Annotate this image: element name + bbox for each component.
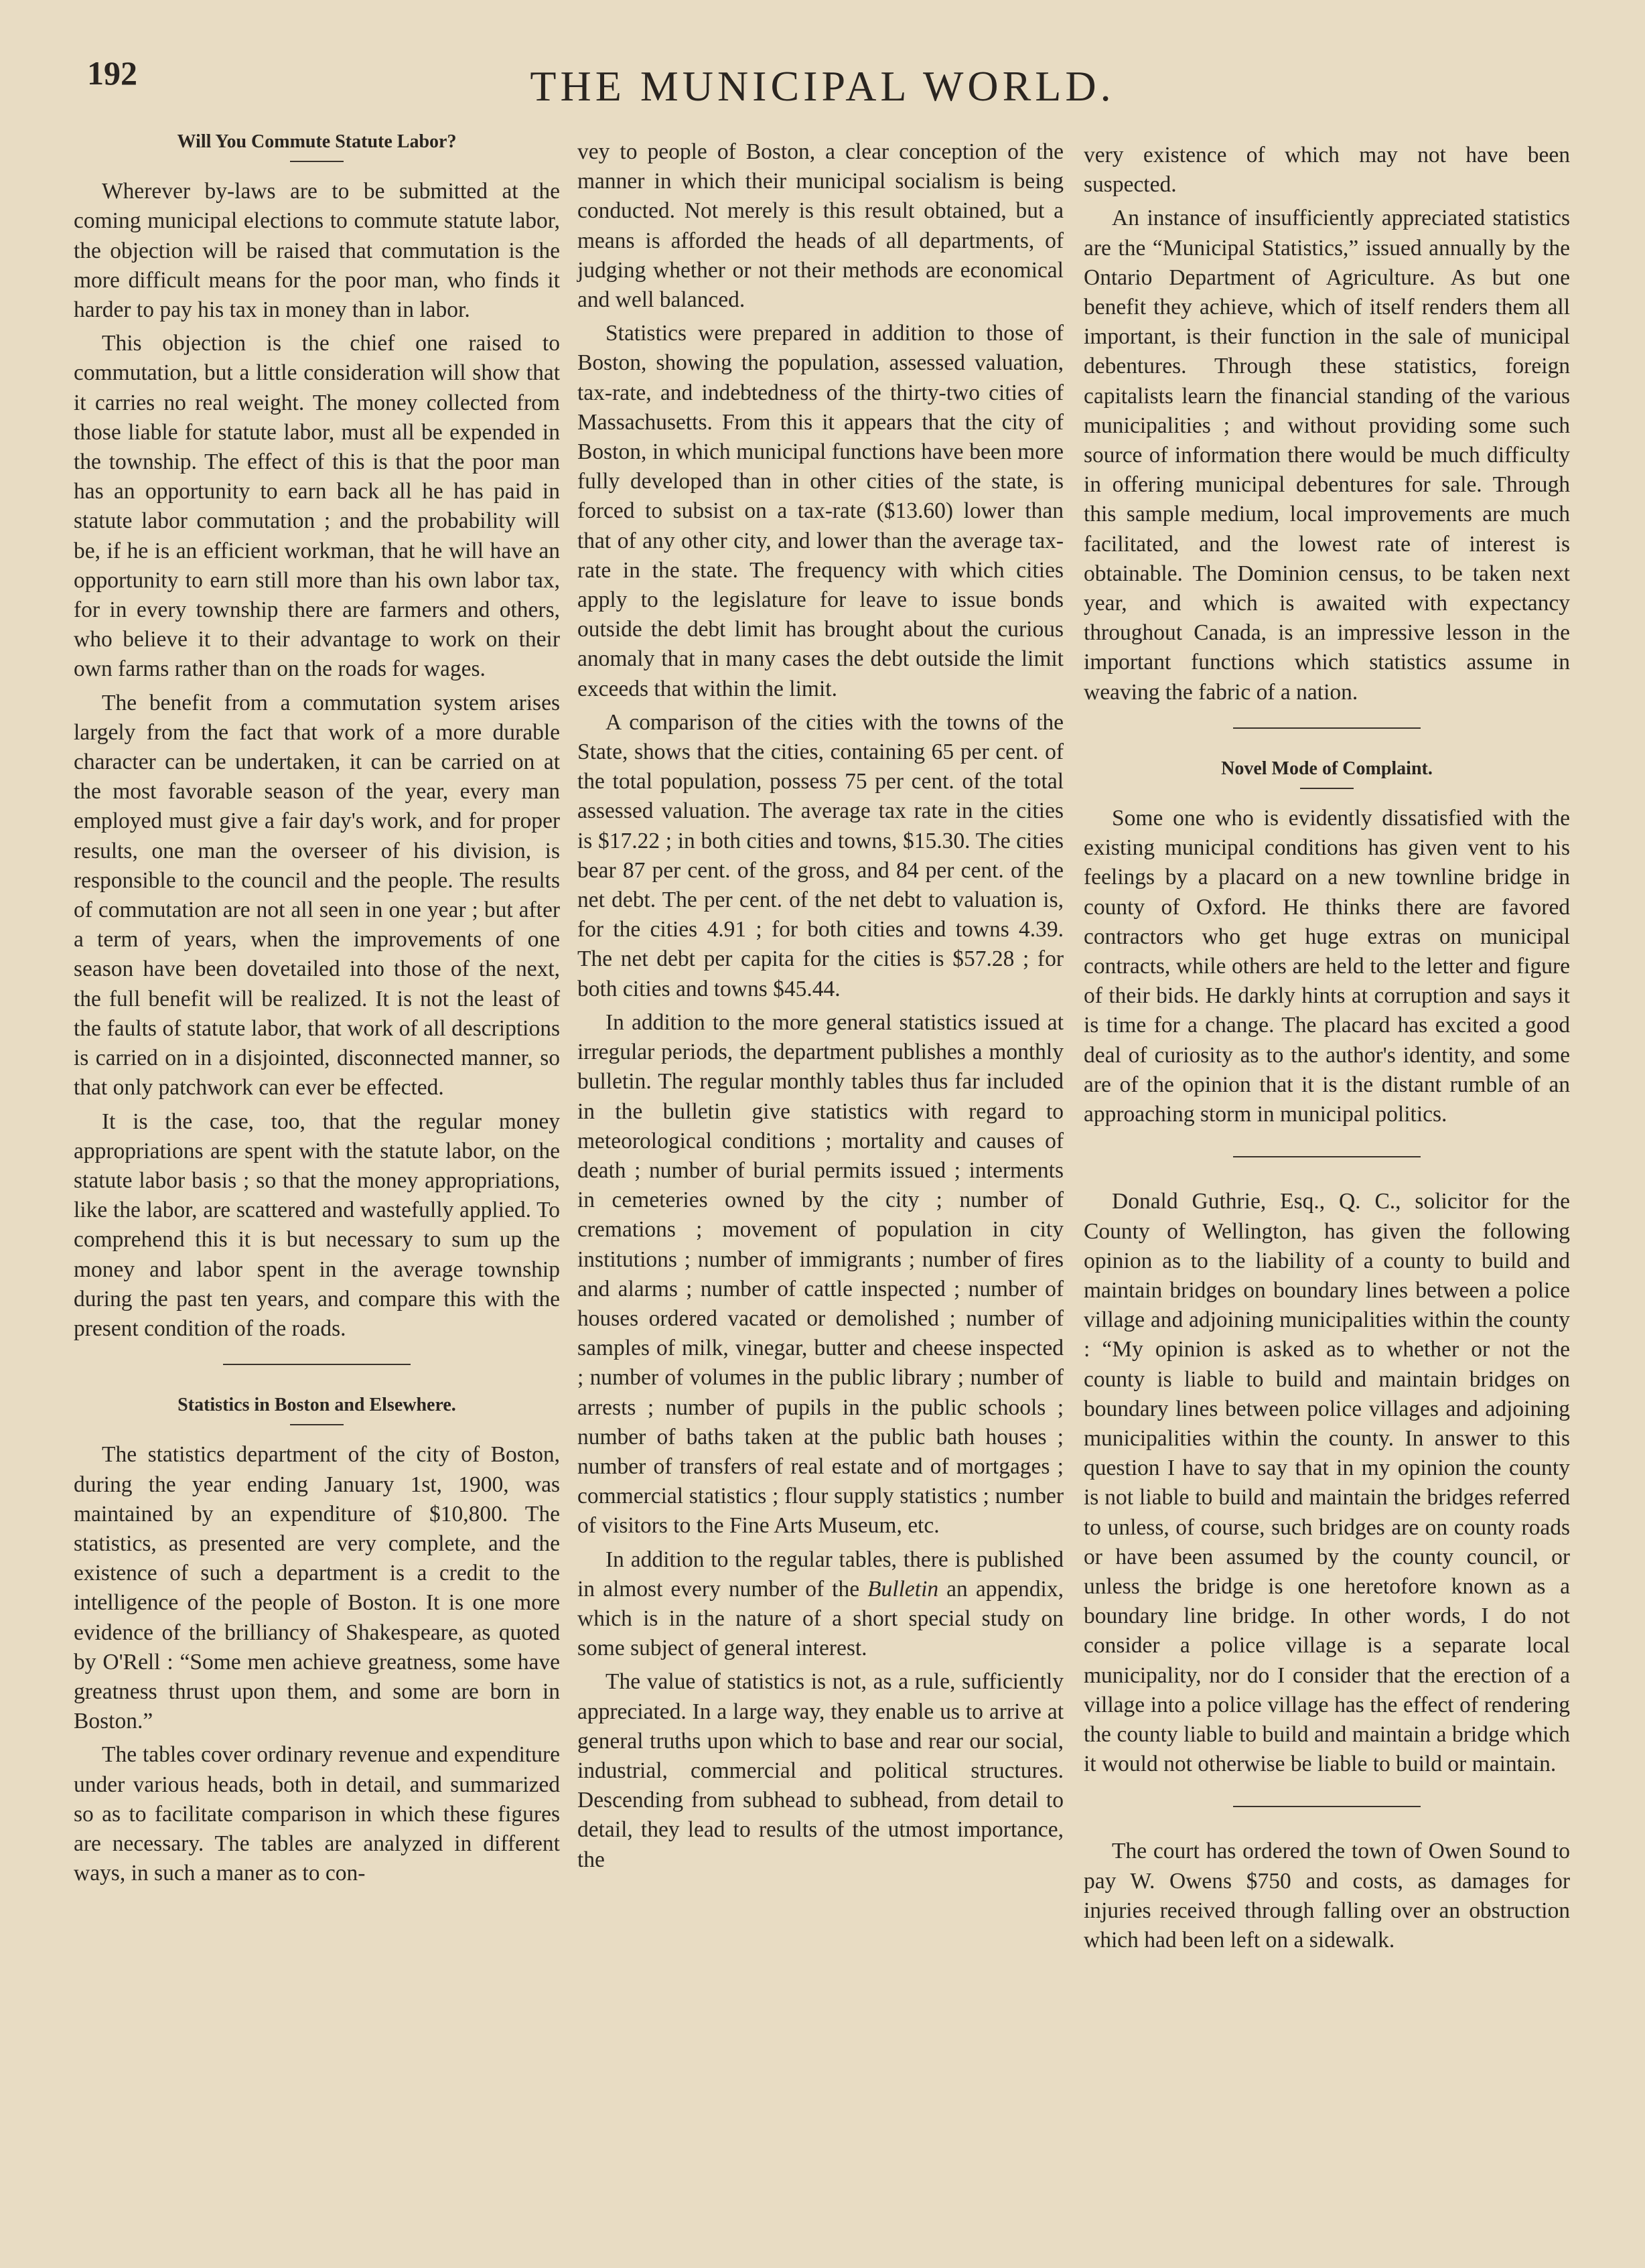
paragraph: vey to people of Boston, a clear conception of the manner in which their municipal socialism is being conducted. Not merely is this result obtained, but a means is afforded the heads of all departments, of judging whether or not their methods are economical and well balanced. (577, 139, 1064, 313)
divider (1233, 1806, 1421, 1807)
divider (1233, 727, 1421, 729)
column-1 (74, 127, 560, 1888)
column-2 (577, 137, 1064, 1875)
paragraph-text: In addition to the regular tables, there is published in almost every number of the (577, 1547, 1064, 1602)
article-heading: Will You Commute Statute Labor? (177, 131, 457, 152)
article-heading: Novel Mode of Complaint. (1221, 758, 1433, 779)
paragraph-text: an appendix, which is in the nature of a short special study on some subject of general interest. (577, 1576, 1064, 1661)
article-heading: Statistics in Boston and Elsewhere. (177, 1395, 456, 1416)
column-3 (1084, 141, 1570, 1955)
paragraph: It is the case, too, that the regular money appropriations are spent with the statute labor, on the statute labor basis ; so that the money appropriations, like the labor, are scattered and wastefully applied. To comprehend this it is but necessary to sum up the money and labor spent in the average township during the past ten years, and compare this with the present condition of the roads. (74, 1109, 560, 1341)
divider (1233, 1156, 1421, 1157)
divider (223, 1364, 411, 1365)
paragraph: Some one who is evidently dissatisfied with the existing municipal conditions has given vent to his feelings by a placard on a new townline bridge in county of Oxford. He thinks there are favored contractors who get huge extras on municipal contracts, while others are held to the letter and figure of their bids. He darkly hints at corruption and says it is time for a change. The placard has excited a good deal of curiosity as to the author's identity, and some are of the opinion that it is the distant rumble of an approaching storm in municipal politics. (1084, 806, 1570, 1127)
paragraph (577, 1545, 1064, 1664)
paragraph: In addition to the more general statistics issued at irregular periods, the department publishes a monthly bulletin. The regular monthly tables thus far included in the bulletin give statistics with regard to meteorological conditions ; mortality and causes of death ; number of burial permits issued ; interments in cemeteries owned by the city ; number of cremations ; movement of population in city institutions ; number of immigrants ; number of fires and alarms ; number of cattle inspected ; number of houses ordered vacated or demolished ; number of samples of milk, vinegar, butter and cheese inspected ; number of volumes in the public library ; number of arrests ; number of pupils in the public schools ; number of baths taken at the public bath houses ; number of transfers of real estate and of mortgages ; commercial statistics ; flour supply statistics ; number of visitors to the Fine Arts Museum, etc. (577, 1009, 1064, 1539)
divider (290, 1424, 344, 1425)
paragraph: The tables cover ordinary revenue and expenditure under various heads, both in detail, and summarized so as to facilitate comparison in which these figures are necessary. The tables are analyzed in different ways, in such a maner as to con- (74, 1742, 560, 1886)
paragraph: The benefit from a commutation system arises largely from the fact that work of a more durable character can be undertaken, it can be carried on at the most favorable season of the year, every man employed must give a fair day's work, and for proper results, one man the overseer of his division, is responsible to the council and the people. The results of commutation are not all seen in one year ; but after a term of years, when the improvements of one season have been dovetailed into those of the next, the full benefit will be realized. It is not the least of the faults of statute labor, that work of all descriptions is carried on in a disjointed, disconnected manner, so that only patchwork can ever be effected. (74, 690, 560, 1101)
paragraph: An instance of insufficiently appreciated statistics are the “Municipal Statistics,” issued annually by the Ontario Department of Agriculture. As but one benefit they achieve, which of itself renders them all important, is their function in the sale of municipal debentures. Through these statistics, foreign capitalists learn the financial standing of the various municipalities ; and without providing some such source of information there would be much difficulty in offering municipal debentures for sale. Through this sample medium, local improvements are much facilitated, and the lowest rate of interest is obtainable. The Dominion census, to be taken next year, and which is awaited with expectancy throughout Canada, is an impressive lesson in the important functions which statistics assume in weaving the fabric of a nation. (1084, 206, 1570, 705)
divider (1300, 788, 1354, 789)
page-title: THE MUNICIPAL WORLD. (530, 62, 1115, 110)
paragraph: The court has ordered the town of Owen Sound to pay W. Owens $750 and costs, as damages for injuries received through falling over an obstruction which had been left on a sidewalk. (1084, 1839, 1570, 1953)
publication-title: Bulletin (867, 1576, 939, 1602)
paragraph: very existence of which may not have been suspected. (1084, 143, 1570, 198)
paragraph: The statistics department of the city of Boston, during the year ending January 1st, 1900, was maintained by an expenditure of $10,800. The statistics, as presented are very complete, and the existence of such a department is a credit to the intelligence of the people of Boston. It is one more evidence of the brilliancy of Shakespeare, as quoted by O'Rell : “Some men achieve greatness, some have greatness thrust upon them, and some are born in Boston.” (74, 1442, 560, 1734)
paragraph: Statistics were prepared in addition to those of Boston, showing the population, assessed valuation, tax-rate, and indebtedness of the thirty-two cities of Massachusetts. From this it appears that the city of Boston, in which municipal functions have been more fully developed than in other cities of the state, is forced to subsist on a tax-rate ($13.60) lower than that of any other city, and lower than the average tax-rate in the state. The frequency with which cities apply to the legislature for leave to issue bonds outside the debt limit has brought about the curious anomaly that in many cases the debt outside the limit exceeds that within the limit. (577, 321, 1064, 701)
paragraph: This objection is the chief one raised to commutation, but a little consideration will show that it carries no real weight. The money collected from those liable for statute labor, must all be expended in the township. The effect of this is that the poor man has an opportunity to earn back all he has paid in statute labor commutation ; and the probability will be, if he is an efficient workman, that he will have an opportunity to earn still more than his own labor tax, for in every township there are farmers and others, who believe it to their advantage to work on their own farms rather than on the roads for wages. (74, 331, 560, 682)
paragraph: Wherever by-laws are to be submitted at the coming municipal elections to commute statute labor, the objection will be raised that commutation is the more difficult means for the poor man, who finds it harder to pay his tax in money than in labor. (74, 179, 560, 323)
paragraph: The value of statistics is not, as a rule, sufficiently appreciated. In a large way, they enable us to arrive at general truths upon which to base and rear our social, industrial, commercial and political structures. Descending from subhead to subhead, from detail to detail, they lead to results of the utmost importance, the (577, 1669, 1064, 1872)
page-number: 192 (87, 54, 137, 92)
paragraph: A comparison of the cities with the towns of the State, shows that the cities, containing 65 per cent. of the total population, possess 75 per cent. of the total assessed valuation. The average tax rate in the cities is $17.22 ; in both cities and towns, $15.30. The cities bear 87 per cent. of the gross, and 84 per cent. of the net debt. The per cent. of the net debt to valuation is, for the cities 4.91 ; for both cities and towns 4.39. The net debt per capita for the cities is $57.28 ; for both cities and towns $45.44. (577, 709, 1064, 1001)
divider (290, 161, 344, 162)
paragraph: Donald Guthrie, Esq., Q. C., solicitor for the County of Wellington, has given the following opinion as to the liability of a county to build and maintain bridges on boundary lines between a police village and adjoining municipalities within the county : “My opinion is asked as to whether or not the county is liable to build and maintain bridges on boundary lines between police villages and adjoining municipalities within the county. In answer to this question I have to say that in my opinion the county is not liable to build and maintain the bridges referred to unless, of course, such bridges are on county roads or have been assumed by the county council, or unless the bridge is one heretofore known as a boundary line bridge. In other words, I do not consider a police village is a separate local municipality, nor do I consider that the erection of a village into a police village has the effect of rendering the county liable to build and maintain a bridge which it would not otherwise be liable to build or maintain. (1084, 1189, 1570, 1777)
